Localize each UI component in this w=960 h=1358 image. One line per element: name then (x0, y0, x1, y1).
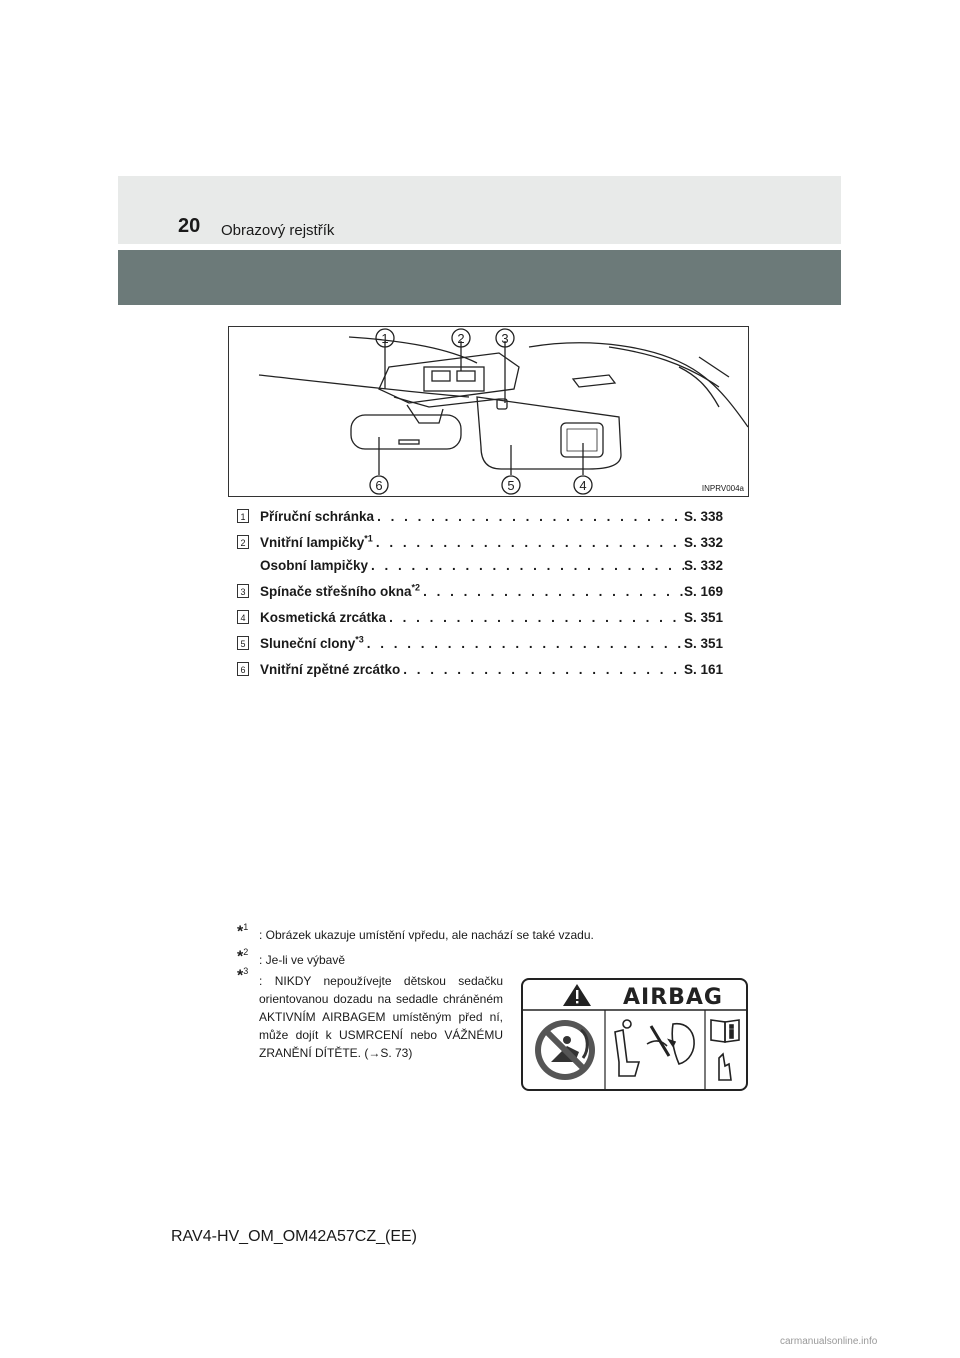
footnote-asterisk: * (237, 923, 244, 941)
item-number-badge: 6 (237, 662, 249, 676)
item-number-badge: 1 (237, 509, 249, 523)
footnote-asterisk: * (237, 967, 244, 985)
list-item (237, 582, 723, 608)
model-code: RAV4-HV_OM_OM42A57CZ_(EE) (171, 1228, 417, 1245)
callout-3: 3 (501, 331, 509, 346)
page-reference[interactable]: S. 332 (683, 558, 723, 573)
page-reference[interactable]: S. 351 (683, 636, 723, 651)
footnote-marker: *3 (355, 634, 364, 645)
footnote-marker: *2 (411, 582, 421, 593)
footnote-number: 3 (243, 966, 249, 976)
header-bar (118, 250, 841, 305)
item-label: Sluneční clony (260, 636, 356, 651)
callout-4: 4 (579, 478, 587, 493)
list-item (237, 507, 723, 533)
footnote-text: : Je-li ve výbavě (259, 953, 346, 967)
overhead-console-illustration (228, 326, 749, 497)
item-number-badge: 3 (237, 584, 249, 598)
airbag-warning-label (521, 978, 748, 1091)
callout-2: 2 (457, 331, 465, 346)
footnote-text: : Obrázek ukazuje umístění vpředu, ale nachází se také vzadu. (259, 928, 594, 942)
item-label: Příruční schránka (260, 509, 375, 524)
item-number-badge: 4 (237, 610, 249, 624)
airbag-title: AIRBAG (622, 985, 724, 1010)
list-item (237, 608, 723, 634)
page-reference[interactable]: S. 161 (683, 662, 723, 677)
item-label: Vnitřní lampičky (260, 535, 365, 550)
footnote-asterisk: * (237, 948, 244, 966)
read-manual-icon (711, 1020, 739, 1080)
item-label: Kosmetická zrcátka (260, 610, 387, 625)
page-reference[interactable]: S. 338 (683, 509, 723, 524)
footnote-marker: *1 (364, 533, 373, 544)
item-label: Osobní lampičky (260, 558, 369, 573)
no-rear-facing-child-seat-icon (535, 1020, 595, 1080)
footnote-text: : NIKDY nepoužívejte dětskou sedačku orientovanou dozadu na sedadle chráněném AKTIVNÍM AIRBAGEM umístěným před ní, může dojít k USMRCENÍ nebo VÁŽNÉMU ZRANĚNÍ DÍTĚTE. (→S. 73) (259, 974, 503, 1060)
page-reference[interactable]: S. 351 (683, 610, 723, 625)
footnote-number: 2 (243, 947, 249, 957)
item-label: Vnitřní zpětné zrcátko (260, 662, 401, 677)
page-reference[interactable]: S. 332 (683, 535, 723, 550)
page-number: 20 (178, 215, 201, 237)
section-title: Obrazový rejstřík (221, 222, 335, 239)
callout-6: 6 (375, 478, 383, 493)
item-list (237, 507, 723, 686)
list-item (237, 634, 723, 660)
list-item (237, 660, 723, 686)
footnote-number: 1 (243, 922, 249, 932)
list-item (237, 533, 723, 556)
seat-airbag-icon (615, 1020, 694, 1076)
callout-5: 5 (507, 478, 515, 493)
list-item (237, 556, 723, 582)
item-number-badge: 5 (237, 636, 249, 650)
watermark: carmanualsonline.info (780, 1336, 878, 1347)
item-number-badge: 2 (237, 535, 249, 549)
page-reference[interactable]: S. 169 (683, 584, 723, 599)
callout-1: 1 (381, 331, 389, 346)
warning-triangle-icon (563, 984, 591, 1006)
item-label: Spínače střešního okna (260, 584, 412, 599)
figure-code: INPRV004a (701, 484, 744, 493)
